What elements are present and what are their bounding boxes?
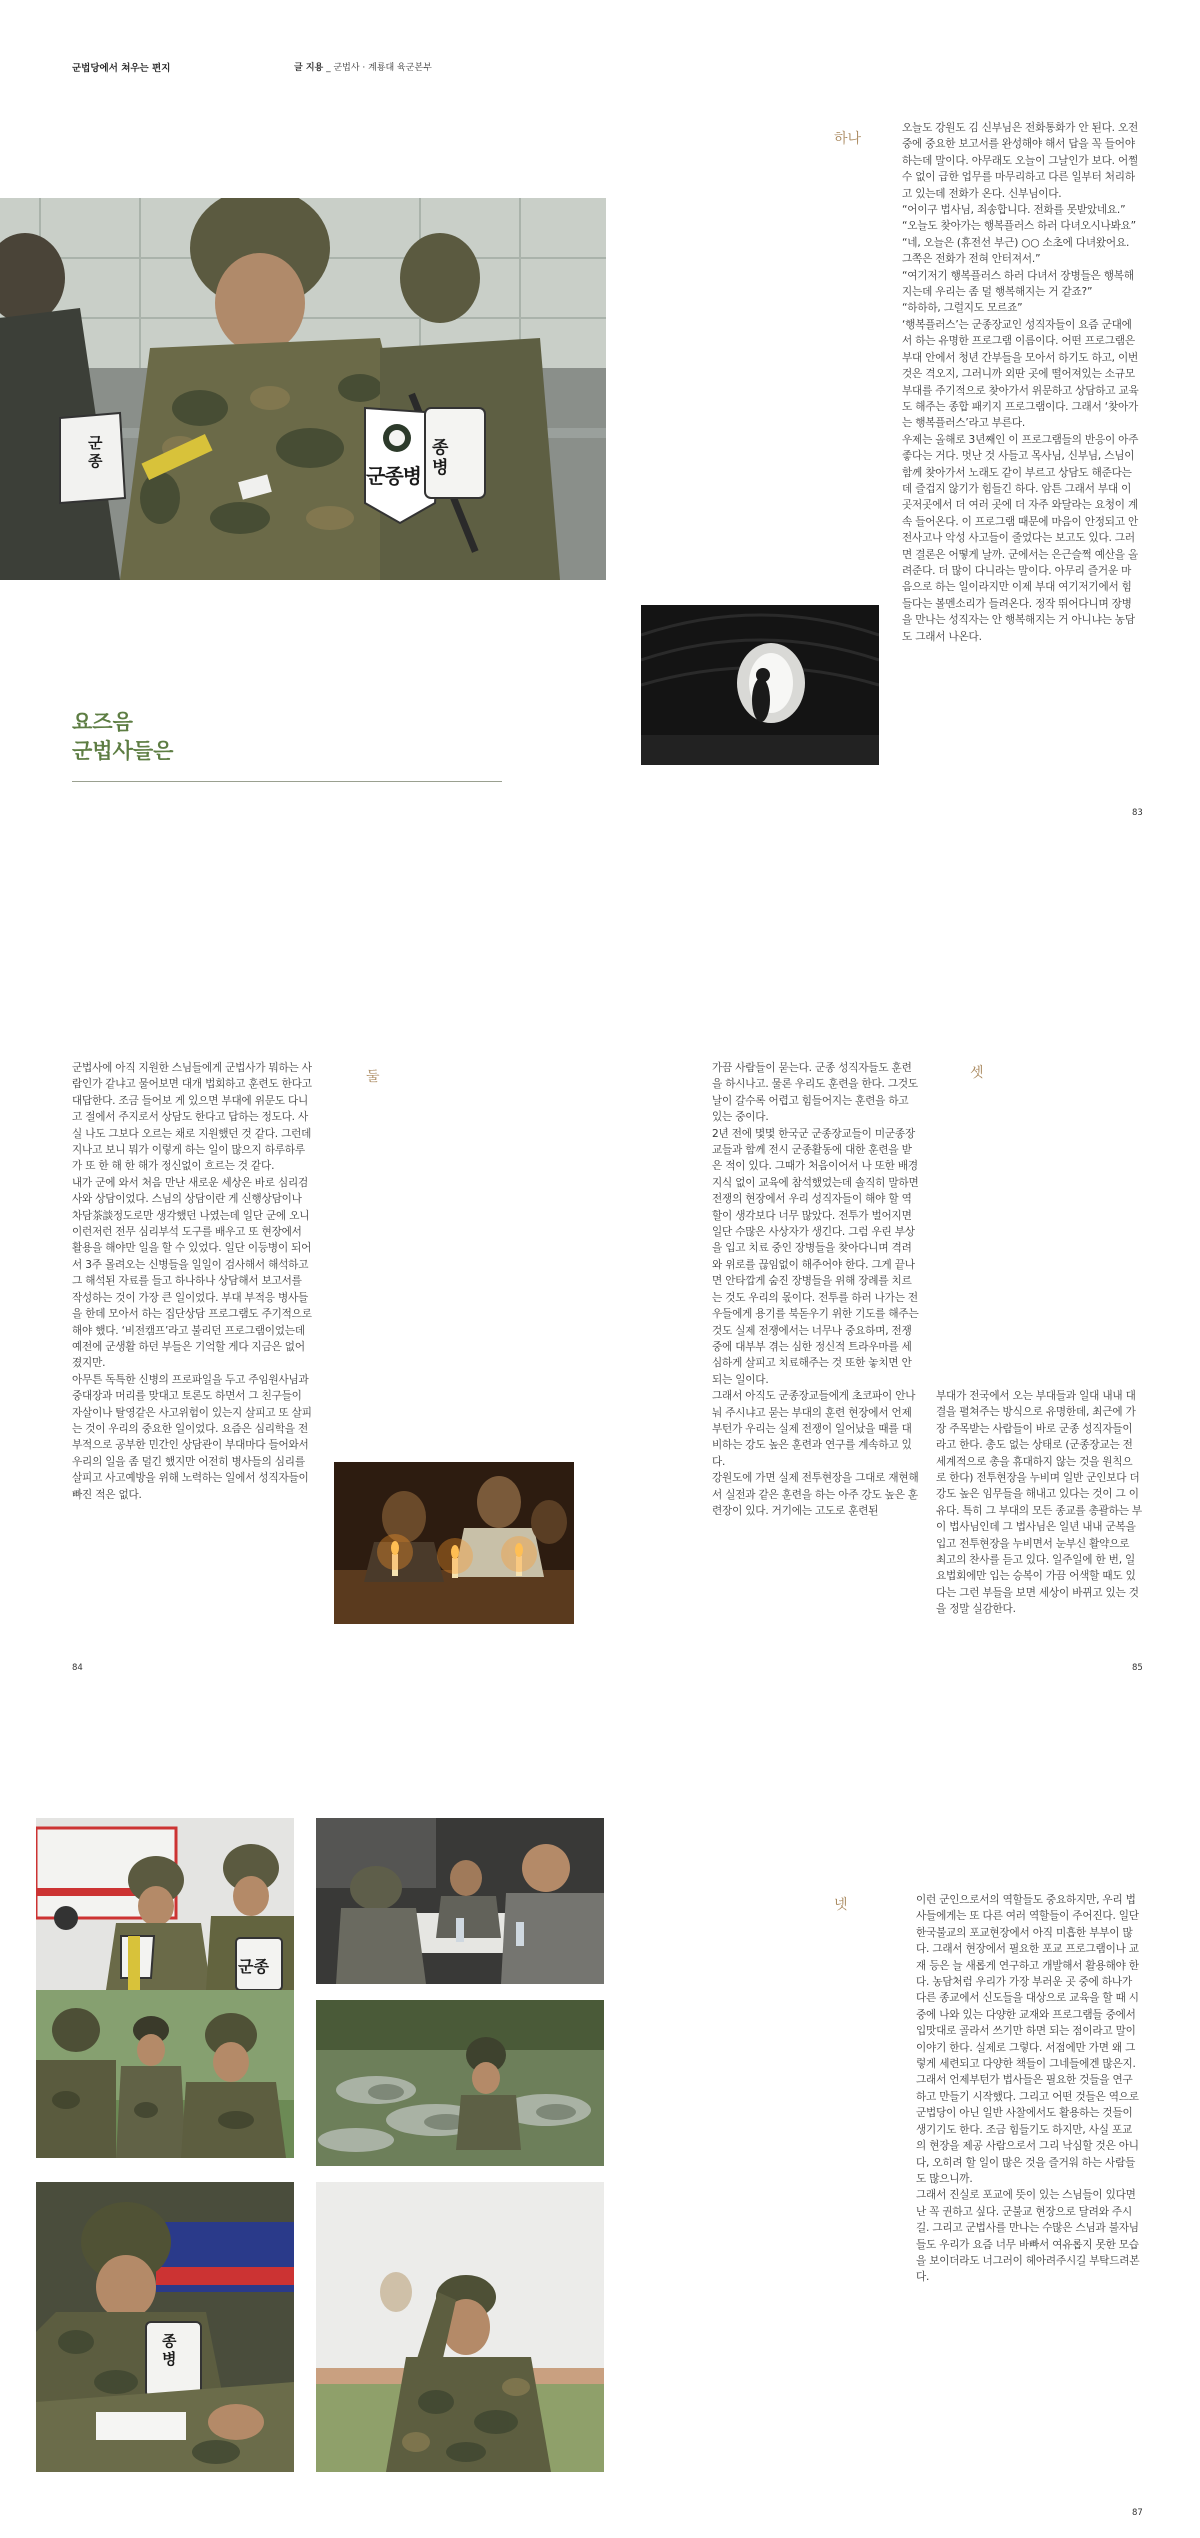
header-title: 군법당에서 쳐우는 편지 xyxy=(72,63,171,74)
page3-body-col2 xyxy=(936,1388,1142,1618)
page2-paragraph: 군법사에 아직 지원한 스님들에게 군법사가 뭐하는 사람인가 같냐고 물어보면 대개 법회하고 훈련도 한다고 대답한다. 조금 들어보 게 있으면 부대에 위문도 다니고 절에서 주지로서 상담도 한다고 답하는 정도다. 사실 나도 그보다 오르는 채로 지원했던 것 같다. 그런데 지나고 보니 뭐가 이렇게 하는 일이 많으지 하루하루가 또 한 해 한 해가 정신없이 흐르는 것 같다. xyxy=(72,1062,312,1173)
page4-body-text xyxy=(916,1892,1140,2286)
header-author-role: _ 군법사 · 계룡대 육군본부 xyxy=(326,63,432,73)
page2-paragraph: 내가 군에 와서 처음 만난 새로운 세상은 바로 심리검사와 상담이었다. 스님의 상담이란 게 신행상담이나 차담茶談정도로만 생각했던 나였는데 일단 군에 오니 이런저런 전무 심리부석 도구를 배우고 또 현장에서 활용을 해야만 일을 할 수 있었다. 일단 이등병이 되어서 3주 몰려오는 신병들을 일일이 검사해서 해석하고 그 해석된 자료를 들고 하나하나 상담해서 보고서를 작성하는 것이 가장 큰 일이었다. 부대 부적응 병사들을 한데 모아서 하는 집단상담 프로그램도 주기적으로 해야 했다. ‘비전캠프’라고 불리던 프로그램이었는데 예전에 군생활 하던 부들은 기억할 게다 지금은 없어졌지만. xyxy=(72,1176,312,1370)
page1-paragraph: “오늘도 찾아가는 행복플러스 하러 다녀오시나봐요” xyxy=(902,220,1136,233)
header-author-block xyxy=(294,60,432,73)
photo-first-aid-training xyxy=(36,2182,294,2472)
section-label-two: 둘 xyxy=(366,1069,380,1085)
page-number-87: 87 xyxy=(1132,2508,1143,2518)
page1-paragraph: “여기저기 행복플러스 하러 다녀서 장병들은 행복해지는데 우리는 좀 덜 행복해지는 거 같죠?” xyxy=(902,269,1134,299)
photo-soldiers-chaplains xyxy=(0,198,606,580)
photo-saluting-soldier xyxy=(316,2182,604,2472)
page3-body-col1 xyxy=(712,1060,920,1519)
badge-right-label: 종병 xyxy=(432,438,449,478)
photo-dark-tunnel xyxy=(641,605,879,765)
photo-chaplains-ambulance xyxy=(36,1818,294,1990)
page4-paragraph: 이런 군인으로서의 역할들도 중요하지만, 우리 법사들에게는 또 다른 여러 역할들이 주어진다. 일단 한국불교의 포교현장에서 아직 미흡한 부부이 많다. 그래서 현장에서 필요한 포교 프로그램이나 교재 등은 늘 새롭게 연구하고 개발해서 활용해야 한다. 농담처럼 우리가 가장 부러운 곳 중에 하나가 다른 종교에서 신도들을 대상으로 교육을 할 때 시중에 나와 있는 다양한 교재와 프로그램들 중에서 입맛대로 골라서 쓰기만 하면 되는 점이라고 말이 이야기 한다. 실제로 그렇다. 서점에만 가면 왜 그렇게 세련되고 다양한 책들이 그네들에겐 많은지. 그래서 언제부턴가 법사들은 필요한 것들을 연구하고 만들기 시작했다. 그리고 어떤 것들은 역으로 군법당이 아닌 일반 사찰에서도 활용하는 것들이 생기기도 한다. 조금 힘들기도 하지만, 사실 포교의 현장을 제공 사람으로서 그리 낙심할 것은 아니다, 오히려 할 일이 많은 것을 즐거워 하는 사람들도 많으니까. xyxy=(916,1894,1139,2185)
page3-paragraph: 그래서 아직도 군종장교들에게 초코파이 안나눠 주시냐고 묻는 부대의 훈련 현장에서 언제부턴가 우리는 실제 전쟁이 일어났을 때를 대비하는 강도 높은 훈련과 연구를 계속하고 있다. xyxy=(712,1390,916,1468)
page1-paragraph: “네, 오늘은 (휴전선 부근) ○○ 소초에 다녀왔어요. 그쪽은 전화가 전혀 안터져서.” xyxy=(902,236,1130,266)
article-title xyxy=(72,708,173,766)
page-number-85: 85 xyxy=(1132,1663,1143,1673)
photo-saluting-soldier-art xyxy=(316,2182,604,2472)
photo-counseling-table-art xyxy=(316,1818,604,1984)
page2-body-col1 xyxy=(72,1060,314,1503)
photo-crawling-drill-art xyxy=(316,2000,604,2166)
page1-paragraph: “하하하, 그럴지도 모르죠” xyxy=(902,302,1023,315)
section-label-one: 하나 xyxy=(834,131,862,147)
page3-paragraph: 부대가 전국에서 오는 부대들과 일대 내내 대결을 펼쳐주는 방식으로 유명한데, 최근에 가장 주목받는 사람들이 바로 군종 성직자들이라고 한다. 총도 없는 상태로 (군종장교는 전 세계적으로 총을 휴대하지 않는 것을 원칙으로 한다) 전투현장을 누비며 일반 군인보다 더 강도 높은 임무들을 해내고 있다는 것이 그 이유다. 특히 그 부대의 모든 종교를 총괄하는 부이 법사님인데 그 법사님은 일년 내내 군복을 입고 전투현장을 누비면서 눈부신 활약으로 최고의 찬사를 듣고 있다. 일주일에 한 번, 일요법회에만 입는 승복이 가끔 어색할 때도 있다는 그런 부들을 보면 세상이 바뀌고 있는 것을 정말 실감한다. xyxy=(936,1390,1142,1616)
photo-soldiers-field xyxy=(36,1990,294,2158)
photo-candle-ceremony-art xyxy=(334,1462,574,1624)
section-label-four: 넷 xyxy=(834,1897,848,1913)
photo-counseling-table xyxy=(316,1818,604,1984)
badge-left-label: 군종 xyxy=(88,434,103,470)
page1-paragraph: ‘행복플러스’는 군종장교인 성직자들이 요즘 군대에서 하는 유명한 프로그램 이름이다. 어떤 프로그램은 부대 안에서 청년 간부들을 모아서 하기도 하고, 이번 것은 격오지, 그러니까 외딴 곳에 떨어져있는 소규모 부대를 주기적으로 찾아가서 위문하고 상담하고 교육도 해주는 종합 패키지 프로그램이다. 그래서 ‘찾아가는 행복플러스’라고 부른다. xyxy=(902,318,1139,430)
page3-paragraph: 강원도에 가면 실제 전투현장을 그대로 재현해서 실전과 같은 훈련을 하는 아주 강도 높은 훈련장이 있다. 거기에는 고도로 훈련된 xyxy=(712,1472,919,1517)
photo-soldiers-chaplains-art xyxy=(0,198,606,580)
photo-candle-ceremony xyxy=(334,1462,574,1624)
page3-paragraph: 2년 전에 몇몇 한국군 군종장교들이 미군종장교들과 함께 전시 군종활동에 대한 훈련을 받은 적이 있다. 그때가 처음이어서 나 또한 배경지식 없이 교육에 참석했었는데 솔직히 말하면 전쟁의 현장에서 우리 성직자들이 해야 할 역할이 생각보다 너무 많았다. 전투가 벌어지면 일단 수많은 사상자가 생긴다. 그럼 우린 부상을 입고 치료 중인 장병들을 찾아다니며 격려와 위로를 끊임없이 해주어야 한다. 그게 끝나면 안타깝게 숨진 장병들을 위해 장례를 치르는 것도 우리의 몫이다. 전투를 하러 나가는 전우들에게 용기를 북돋우기 위한 기도를 해주는 것도 실제 전쟁에서는 너무나 중요하며, 전쟁 중에 대부부 겪는 심한 정신적 트라우마를 세심하게 살피고 치료해주는 것 또한 놓치면 안되는 일이다. xyxy=(712,1127,919,1386)
article-title-line-2: 군법사들은 xyxy=(72,739,174,763)
page1-paragraph: 우제는 올해로 3년째인 이 프로그램들의 반응이 아주 좋다는 거다. 멋난 것 사들고 목사님, 신부님, 스님이 함께 찾아가서 노래도 같이 부르고 상담도 해준다는데 즐겁지 않기가 힘들긴 하다. 암튼 그래서 부대 이곳저곳에서 더 여러 곳에 더 자주 와달라는 요청이 계속 들어온다. 이 프로그램 때문에 마음이 안정되고 안전사고나 악성 사고들이 줄었다는 보고도 있다. 그러면 결론은 어떻게 날까. 군에서는 은근슬쩍 예산을 올려준다. 더 많이 다니라는 말이다. 아무리 즐거운 마음으로 하는 일이라지만 이제 부대 여기저기에서 힘들다는 볼멘소리가 들려온다. 정작 뛰어다니며 장병을 만나는 성직자는 안 행복해지는 거 아니냐는 농담도 그래서 나온다. xyxy=(902,433,1139,643)
title-rule xyxy=(72,781,502,782)
section-label-three: 셋 xyxy=(970,1065,984,1081)
page-number-83: 83 xyxy=(1132,808,1143,818)
page1-paragraph: 오늘도 강원도 김 신부님은 전화통화가 안 된다. 오전 중에 중요한 보고서를 완성해야 해서 답을 꼭 들어야 하는데 말이다. 아무래도 오늘이 그날인가 보다. 어쩔 수 없이 급한 업무를 마무리하고 다른 일부터 처리하고 있는데 전화가 온다. 신부님이다. xyxy=(902,122,1139,200)
page3-paragraph: 가끔 사람들이 묻는다. 군종 성직자들도 훈련을 하시나고. 물론 우리도 훈련을 한다. 그것도 날이 갈수록 어렵고 힘들어지는 훈련을 하고 있는 중이다. xyxy=(712,1062,918,1124)
article-title-line-1: 요즈음 xyxy=(72,710,133,734)
page-number-84: 84 xyxy=(72,1663,83,1673)
photo-crawling-drill xyxy=(316,2000,604,2166)
page1-paragraph: “어이구 법사님, 죄송합니다. 전화를 못받았네요.” xyxy=(902,204,1126,217)
header-author: 글 지용 xyxy=(294,63,324,73)
page1-body-text xyxy=(902,120,1140,645)
page4-paragraph: 그래서 진실로 포교에 뜻이 있는 스님들이 있다면 난 꼭 권하고 싶다. 군불교 현장으로 달려와 주시길. 그리고 군법사를 만나는 수많은 스님과 불자님들도 우리가 요즘 너무 바빠서 여유롭지 못한 모습을 보이더라도 너그러이 헤아려주시길 부탁드려본다. xyxy=(916,2189,1140,2284)
badge-main-label: 군종병 xyxy=(366,464,421,488)
photo-dark-tunnel-art xyxy=(641,605,879,765)
photo-first-aid-training-art xyxy=(36,2182,294,2472)
page2-paragraph: 아무튼 독특한 신병의 프로파일을 두고 주임원사님과 중대장과 머리를 맞대고 토론도 하면서 그 친구들이 자살이나 탈영같은 사고위험이 있는지 살피고 또 살피는 것이 우리의 중요한 일이었다. 요즘은 심리학을 전부적으로 공부한 민간인 상담관이 부대마다 들어와서 우리의 일을 좀 덜긴 했지만 어전히 병사들의 심리를 살피고 사고예방을 위해 노력하는 일에서 성직자들이 빠진 적은 없다. xyxy=(72,1373,312,1501)
badge-chaplain-label: 군종 xyxy=(238,1957,269,1976)
photo-soldiers-field-art xyxy=(36,1990,294,2158)
badge-trainer-label: 종병 xyxy=(162,2332,177,2368)
